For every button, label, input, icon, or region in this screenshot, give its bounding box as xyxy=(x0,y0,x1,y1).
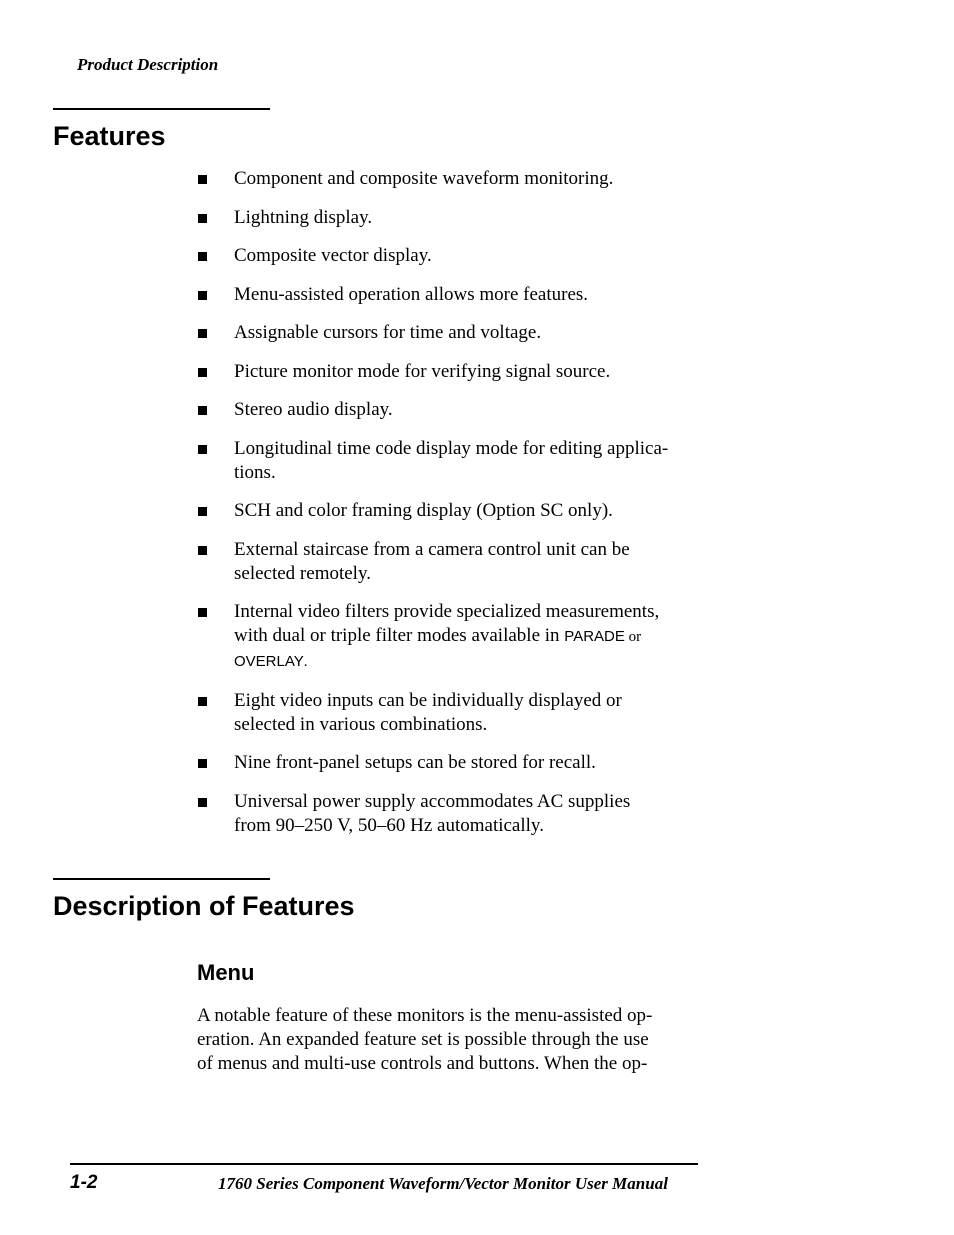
bullet-square-icon xyxy=(198,252,207,261)
list-item: Menu-assisted operation allows more features. xyxy=(197,283,717,307)
manual-title: 1760 Series Component Waveform/Vector Monitor User Manual xyxy=(218,1174,668,1193)
list-item: Component and composite waveform monitoring. xyxy=(197,167,717,191)
bullet-square-icon xyxy=(198,445,207,454)
list-item: Longitudinal time code display mode for editing applica- tions. xyxy=(197,437,717,485)
bullet-square-icon xyxy=(198,546,207,555)
list-item: Universal power supply accommodates AC supplies from 90–250 V, 50–60 Hz automatically. xyxy=(197,790,717,838)
bullet-square-icon xyxy=(198,507,207,516)
bullet-square-icon xyxy=(198,291,207,300)
mode-parade: PARADE xyxy=(564,628,625,645)
list-item: Composite vector display. xyxy=(197,244,717,268)
list-item: SCH and color framing display (Option SC only). xyxy=(197,499,717,523)
list-item: Stereo audio display. xyxy=(197,398,717,422)
description-rule xyxy=(53,878,270,880)
list-item: External staircase from a camera control unit can be selected remotely. xyxy=(197,538,717,586)
features-list xyxy=(197,167,717,852)
bullet-square-icon xyxy=(198,214,207,223)
mode-overlay: OVERLAY xyxy=(234,653,304,670)
bullet-square-icon xyxy=(198,368,207,377)
bullet-square-icon xyxy=(198,406,207,415)
bullet-square-icon xyxy=(198,175,207,184)
bullet-square-icon xyxy=(198,329,207,338)
bullet-square-icon xyxy=(198,798,207,807)
footer-rule xyxy=(70,1163,698,1165)
list-item: Lightning display. xyxy=(197,206,717,230)
list-item: Nine front-panel setups can be stored for recall. xyxy=(197,751,717,775)
page-number: 1-2 xyxy=(70,1172,98,1193)
features-heading: Features xyxy=(53,121,166,151)
features-rule xyxy=(53,108,270,110)
bullet-square-icon xyxy=(198,697,207,706)
menu-heading: Menu xyxy=(197,960,255,985)
list-item: Internal video filters provide specialized measurements, with dual or triple filter modes available in PARADE or OVERLAY. xyxy=(197,600,717,674)
running-header: Product Description xyxy=(77,55,219,74)
bullet-square-icon xyxy=(198,759,207,768)
bullet-square-icon xyxy=(198,608,207,617)
list-item: Assignable cursors for time and voltage. xyxy=(197,321,717,345)
menu-paragraph: A notable feature of these monitors is the menu-assisted op- eration. An expanded feature set is possible through the use of menus and multi-use controls and buttons. When the op- xyxy=(197,1005,653,1074)
list-item: Eight video inputs can be individually displayed or selected in various combinations. xyxy=(197,689,717,737)
description-heading: Description of Features xyxy=(53,891,355,921)
list-item: Picture monitor mode for verifying signal source. xyxy=(197,360,717,384)
